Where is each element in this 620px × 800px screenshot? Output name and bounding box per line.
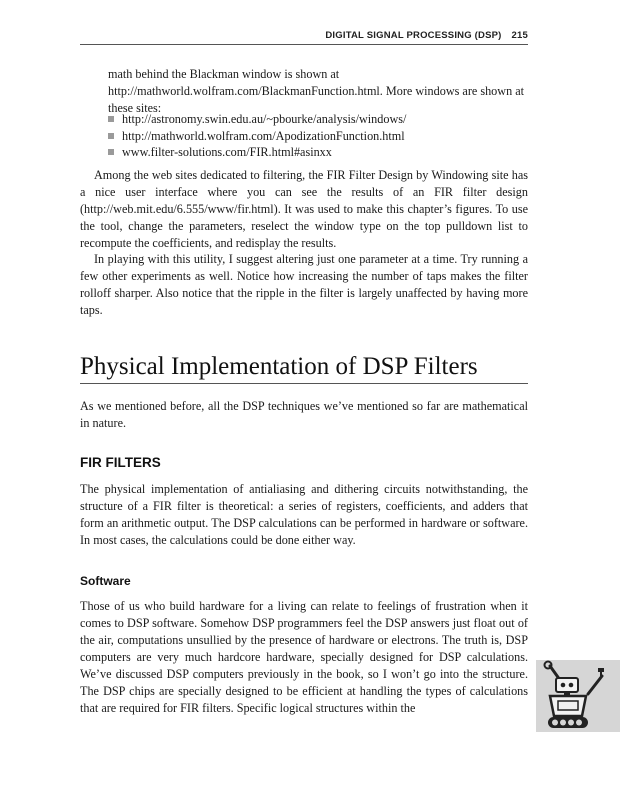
subsection-title: FIR FILTERS [80,455,161,470]
section-intro-paragraph: As we mentioned before, all the DSP techniques we’ve mentioned so far are mathematical in nature. [80,399,528,430]
square-bullet-icon [108,133,114,139]
list-item [108,128,406,145]
web-sites-paragraph: Among the web sites dedicated to filtering, the FIR Filter Design by Windowing site has a nice user interface where you can see the results of an FIR filter design (http://web.mit.edu/6.555/www/fir.html). It was used to make this chapter’s figures. To use the tool, change the parameters, reselect the window type on the top pulldown list to recompute the coefficients, and redisplay the results. [80,168,528,250]
bullet-link-text[interactable]: http://astronomy.swin.edu.au/~pbourke/analysis/windows/ [122,112,407,126]
section-title: Physical Implementation of DSP Filters [80,352,528,384]
playing-paragraph: In playing with this utility, I suggest altering just one parameter at a time. Try running a few other experiments as well. Notice how increasing the number of taps makes the filter rolloff sharper. Also notice that the ripple in the filter is largely unaffected by having more taps. [80,252,528,317]
robot-icon [536,660,620,732]
bullet-link-text[interactable]: http://mathworld.wolfram.com/ApodizationFunction.html [122,128,405,143]
list-item [108,144,406,161]
bullet-link-text[interactable]: www.filter-solutions.com/FIR.html#asinxx [122,145,332,159]
fir-filters-paragraph: The physical implementation of antialiasing and dithering circuits notwithstanding, the structure of a FIR filter is theoretical: a series of registers, coefficients, and adders that form an arithmetic output. The DSP calculations can be performed in hardware or software. In most cases, the calculations could be done either way. [80,482,528,547]
subsubsection-title: Software [80,574,131,588]
running-head [80,30,528,45]
software-paragraph: Those of us who build hardware for a living can relate to feelings of frustration when it comes to DSP software. Somehow DSP programmers feel the DSP answers just float out of the air, computations unsullied by the presence of hardware or electrons. The truth is, DSP computers are very much hardcore hardware, specially designed for DSP calculations. We’ve discussed DSP computers previously in the book, so I won’t go into the structure. The DSP chips are specially designed to be efficient at handling the types of calculations that are required for FIR filters. Specific logical structures within the [80,599,528,715]
intro-paragraph: math behind the Blackman window is shown at http://mathworld.wolfram.com/BlackmanFunction.html. More windows are shown at these sites: [108,67,524,115]
page-number: 215 [511,30,528,41]
square-bullet-icon [108,116,114,122]
running-head-title: DIGITAL SIGNAL PROCESSING (DSP) [325,30,502,41]
list-item [108,111,406,128]
robot-margin-badge [536,660,620,732]
square-bullet-icon [108,149,114,155]
url-bullet-list [108,111,406,161]
